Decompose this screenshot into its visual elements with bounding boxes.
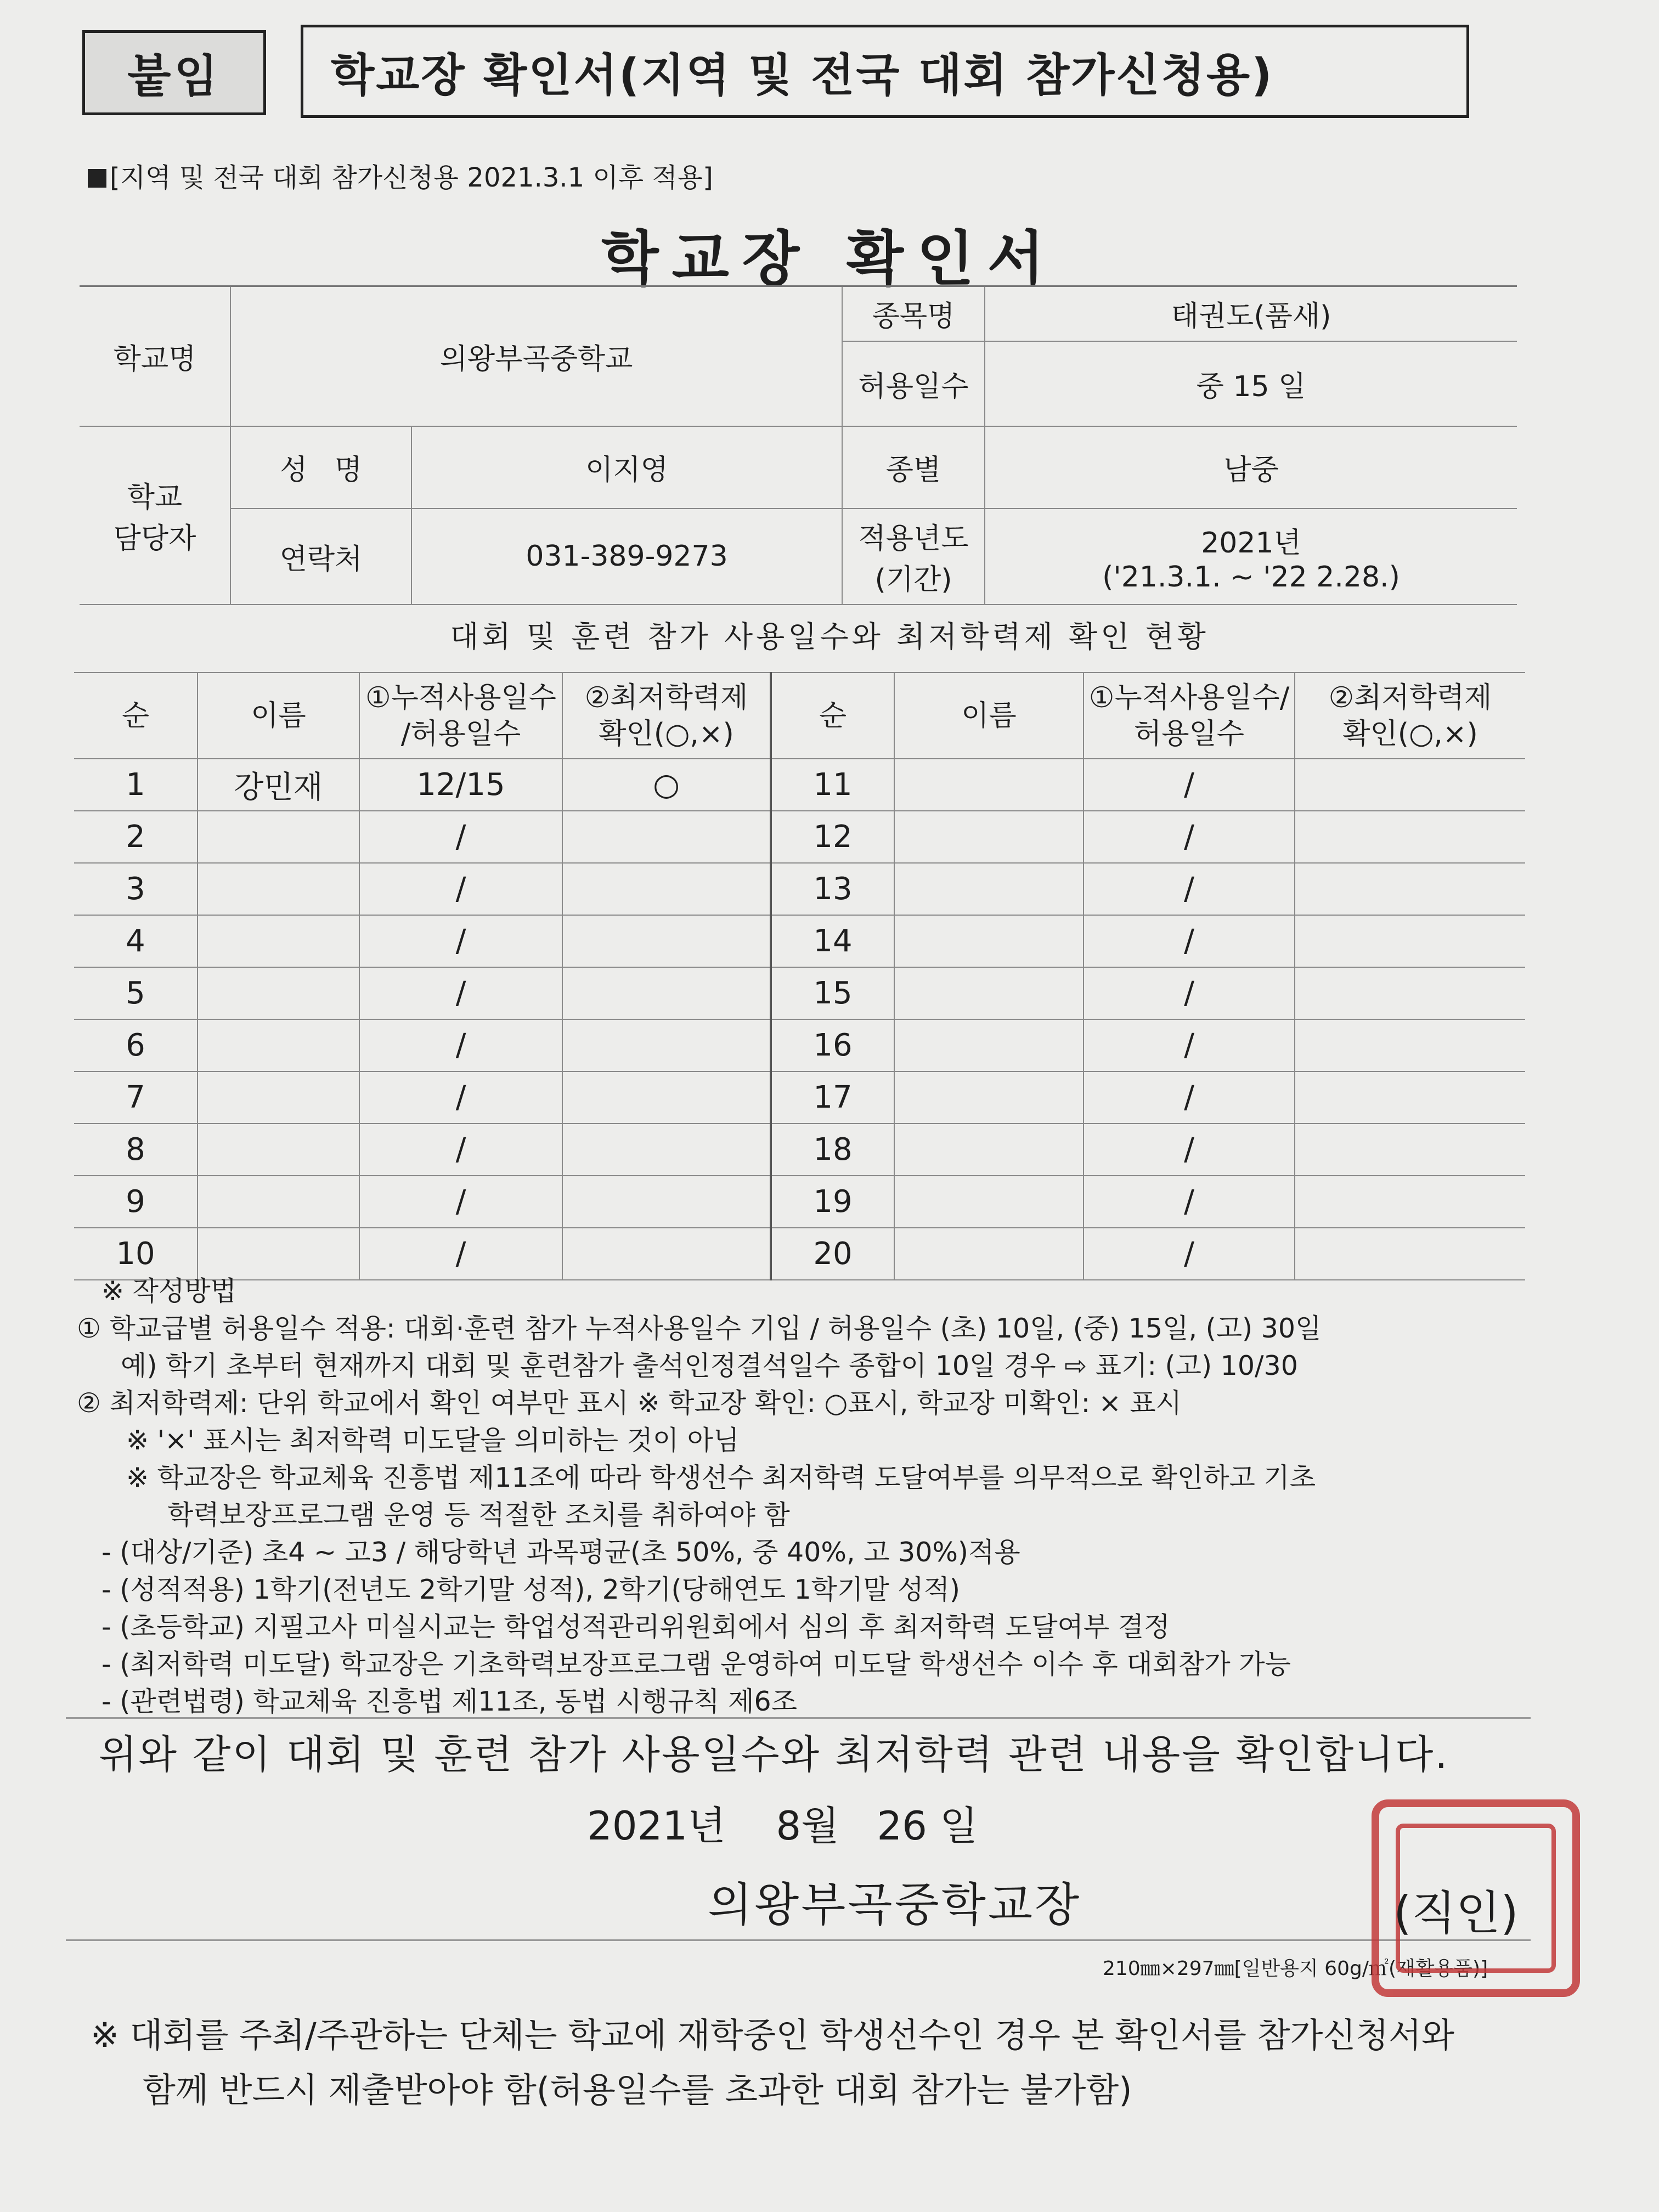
notice-text: [지역 및 전국 대회 참가신청용 2021.3.1 이후 적용] <box>110 162 713 193</box>
issue-date: 2021년 8월 26 일 <box>587 1803 978 1849</box>
cell-min <box>562 967 771 1019</box>
cell-name <box>198 1019 359 1071</box>
school-info-table <box>80 285 1517 605</box>
cell-name <box>198 967 359 1019</box>
cell-days: / <box>1084 1228 1295 1280</box>
paper-spec: 210㎜×297㎜[일반용지 60g/㎡(재활용품)] <box>1103 1957 1488 1980</box>
cell-min <box>562 1124 771 1176</box>
cell-days: / <box>1084 863 1295 915</box>
header-min2-line2: 확인(○,×) <box>1342 717 1478 751</box>
year-label <box>842 509 985 605</box>
cell-no: 20 <box>771 1228 894 1280</box>
instruction-line: 예) 학기 초부터 현재까지 대회 및 훈련참가 출석인정결석일수 종합이 10일 경우 ⇨ 표기: (고) 10/30 <box>121 1350 1298 1381</box>
header-min-line1: ②최저학력제 <box>584 681 748 714</box>
divider <box>66 1717 1531 1719</box>
footer-line: ※ 대회를 주최/주관하는 단체는 학교에 재학중인 학생선수인 경우 본 확인서를 참가신청서와 <box>91 2015 1454 2055</box>
manager-label <box>80 426 230 605</box>
category-value: 남중 <box>985 426 1517 509</box>
confirm-statement: 위와 같이 대회 및 훈련 참가 사용일수와 최저학력 관련 내용을 확인합니다. <box>99 1731 1449 1778</box>
cell-min <box>1295 1176 1525 1228</box>
seal-label: (직인) <box>1393 1886 1519 1940</box>
manager-label-line2: 담당자 <box>113 522 196 555</box>
instruction-line: - (대상/기준) 초4 ~ 고3 / 해당학년 과목평균(초 50%, 중 40%, 고 30%)적용 <box>101 1537 1020 1568</box>
cell-min <box>1295 1124 1525 1176</box>
year-value-line2: ('21.3.1. ~ '22 2.28.) <box>1102 560 1400 594</box>
header-days-line1: ①누적사용일수 <box>365 681 556 714</box>
divider <box>66 1939 1531 1941</box>
header-days-2 <box>1084 673 1295 759</box>
cell-no: 4 <box>74 915 198 967</box>
name-value: 이지영 <box>411 426 842 509</box>
table-row <box>74 1019 1525 1071</box>
school-name-label: 학교명 <box>80 286 230 426</box>
instruction-line: 학력보장프로그램 운영 등 적절한 조치를 취하여야 함 <box>167 1499 790 1531</box>
cell-days: / <box>1084 759 1295 811</box>
footer-line: 함께 반드시 제출받아야 함(허용일수를 초과한 대회 참가는 불가함) <box>143 2070 1132 2110</box>
square-bullet-icon <box>88 169 106 188</box>
instruction-line: - (관련법령) 학교체육 진흥법 제11조, 동법 시행규칙 제6조 <box>101 1686 798 1717</box>
instruction-line: - (최저학력 미도달) 학교장은 기초학력보장프로그램 운영하여 미도달 학생선수 이수 후 대회참가 가능 <box>101 1649 1291 1680</box>
attachment-label: 붙임 <box>82 30 266 115</box>
cell-name <box>198 1228 359 1280</box>
table-row <box>74 1124 1525 1176</box>
cell-no: 12 <box>771 811 894 863</box>
name-label: 성 명 <box>230 426 411 509</box>
cell-min <box>562 811 771 863</box>
cell-name <box>198 915 359 967</box>
contact-value: 031-389-9273 <box>411 509 842 605</box>
cell-days: / <box>359 863 562 915</box>
cell-min <box>1295 915 1525 967</box>
principal-title: 의왕부곡중학교장 <box>708 1878 1082 1932</box>
table-row <box>74 1228 1525 1280</box>
header-min <box>562 673 771 759</box>
cell-days: / <box>1084 1124 1295 1176</box>
instructions <box>77 1273 1531 1720</box>
instruction-line: ※ '×' 표시는 최저학력 미도달을 의미하는 것이 아님 <box>126 1425 740 1456</box>
contact-label: 연락처 <box>230 509 411 605</box>
header-name: 이름 <box>198 673 359 759</box>
cell-no: 14 <box>771 915 894 967</box>
cell-no: 15 <box>771 967 894 1019</box>
instruction-line: ※ 학교장은 학교체육 진흥법 제11조에 따라 학생선수 최저학력 도달여부를 의무적으로 확인하고 기초 <box>126 1462 1316 1493</box>
cell-min <box>1295 759 1525 811</box>
cell-no: 8 <box>74 1124 198 1176</box>
cell-name <box>198 1124 359 1176</box>
header-min-line2: 확인(○,×) <box>599 717 734 751</box>
cell-no: 2 <box>74 811 198 863</box>
cell-name <box>894 811 1084 863</box>
cell-no: 5 <box>74 967 198 1019</box>
cell-no: 18 <box>771 1124 894 1176</box>
cell-min <box>562 863 771 915</box>
cell-days: / <box>359 967 562 1019</box>
cell-days: / <box>359 1124 562 1176</box>
instruction-line: - (성적적용) 1학기(전년도 2학기말 성적), 2학기(당해연도 1학기말 성적) <box>101 1574 961 1605</box>
cell-min <box>562 1071 771 1124</box>
header-name-2: 이름 <box>894 673 1084 759</box>
cell-name <box>894 1071 1084 1124</box>
instruction-line: ① 학교급별 허용일수 적용: 대회·훈련 참가 누적사용일수 기입 / 허용일수 (초) 10일, (중) 15일, (고) 30일 <box>77 1313 1322 1344</box>
cell-min <box>1295 1071 1525 1124</box>
year-value <box>985 509 1517 605</box>
header-days2-line1: ①누적사용일수/ <box>1088 681 1290 714</box>
form-title: 학교장 확인서(지역 및 전국 대회 참가신청용) <box>301 25 1469 118</box>
header-min-2 <box>1295 673 1525 759</box>
cell-no: 17 <box>771 1071 894 1124</box>
cell-name: 강민재 <box>198 759 359 811</box>
cell-min <box>1295 967 1525 1019</box>
header-days-line2: /허용일수 <box>400 717 521 751</box>
cell-no: 11 <box>771 759 894 811</box>
table-row <box>74 967 1525 1019</box>
cell-min <box>562 1019 771 1071</box>
cell-name <box>198 1176 359 1228</box>
year-label-line2: (기간) <box>874 563 952 596</box>
cell-days: / <box>359 811 562 863</box>
participation-table <box>74 672 1525 1280</box>
cell-min <box>1295 863 1525 915</box>
cell-days: / <box>359 1176 562 1228</box>
cell-days: / <box>359 1071 562 1124</box>
cell-days: / <box>1084 1176 1295 1228</box>
table-row <box>74 759 1525 811</box>
cell-no: 1 <box>74 759 198 811</box>
table-row <box>74 1176 1525 1228</box>
cell-min: ○ <box>562 759 771 811</box>
cell-no: 10 <box>74 1228 198 1280</box>
cell-days: / <box>359 1228 562 1280</box>
cell-min <box>562 915 771 967</box>
cell-name <box>198 863 359 915</box>
cell-days: / <box>359 1019 562 1071</box>
cell-name <box>894 759 1084 811</box>
cell-no: 13 <box>771 863 894 915</box>
allowed-days-value: 중 15 일 <box>985 341 1517 426</box>
cell-days: 12/15 <box>359 759 562 811</box>
cell-min <box>562 1228 771 1280</box>
header-days2-line2: 허용일수 <box>1134 717 1244 751</box>
cell-days: / <box>359 915 562 967</box>
table-row <box>74 915 1525 967</box>
cell-days: / <box>1084 915 1295 967</box>
section-title: 대회 및 훈련 참가 사용일수와 최저학력제 확인 현황 <box>450 619 1209 654</box>
header-days <box>359 673 562 759</box>
header-no-2: 순 <box>771 673 894 759</box>
cell-no: 3 <box>74 863 198 915</box>
cell-no: 16 <box>771 1019 894 1071</box>
cell-days: / <box>1084 1019 1295 1071</box>
cell-days: / <box>1084 811 1295 863</box>
cell-min <box>1295 1019 1525 1071</box>
school-name-value: 의왕부곡중학교 <box>230 286 842 426</box>
cell-name <box>894 1176 1084 1228</box>
manager-label-line1: 학교 <box>127 481 183 514</box>
cell-name <box>198 811 359 863</box>
header-min2-line1: ②최저학력제 <box>1328 681 1492 714</box>
table-row <box>74 811 1525 863</box>
cell-no: 7 <box>74 1071 198 1124</box>
cell-name <box>198 1071 359 1124</box>
cell-min <box>1295 811 1525 863</box>
cell-name <box>894 967 1084 1019</box>
cell-name <box>894 1124 1084 1176</box>
cell-name <box>894 1019 1084 1071</box>
cell-min <box>1295 1228 1525 1280</box>
instructions-heading: ※ 작성방법 <box>101 1276 236 1307</box>
cell-min <box>562 1176 771 1228</box>
instruction-line: - (초등학교) 지필고사 미실시교는 학업성적관리위원회에서 심의 후 최저학력 도달여부 결정 <box>101 1611 1170 1643</box>
notice-line <box>88 156 713 194</box>
cell-no: 9 <box>74 1176 198 1228</box>
cell-no: 6 <box>74 1019 198 1071</box>
year-label-line1: 적용년도 <box>858 522 969 555</box>
allowed-days-label: 허용일수 <box>842 341 985 426</box>
cell-name <box>894 863 1084 915</box>
category-label: 종별 <box>842 426 985 509</box>
year-value-line1: 2021년 <box>1201 526 1301 560</box>
sport-label: 종목명 <box>842 286 985 341</box>
sport-value: 태권도(품새) <box>985 286 1517 341</box>
instruction-line: ② 최저학력제: 단위 학교에서 확인 여부만 표시 ※ 학교장 확인: ○표시, 학교장 미확인: × 표시 <box>77 1387 1182 1419</box>
cell-name <box>894 1228 1084 1280</box>
table-row <box>74 863 1525 915</box>
header-no: 순 <box>74 673 198 759</box>
document-title: 학교장 확인서 <box>601 225 1058 294</box>
table-row <box>74 1071 1525 1124</box>
cell-name <box>894 915 1084 967</box>
cell-no: 19 <box>771 1176 894 1228</box>
footer-note <box>91 2008 1454 2118</box>
cell-days: / <box>1084 1071 1295 1124</box>
cell-days: / <box>1084 967 1295 1019</box>
